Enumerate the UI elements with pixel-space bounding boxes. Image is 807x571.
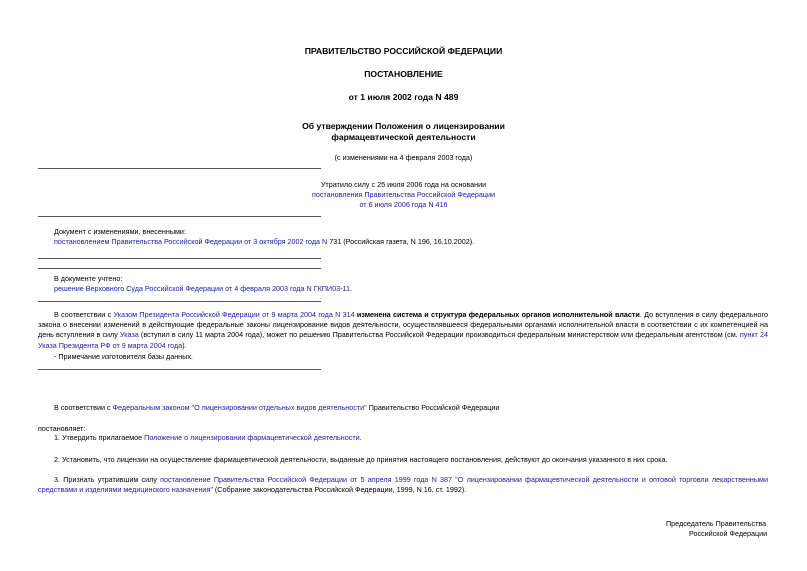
- decree-link[interactable]: Указа: [120, 330, 139, 340]
- item-3-source: (Собрание законодательства Российской Федерации, 1999, N 16, ст. 1992).: [212, 485, 467, 495]
- item-1-end: .: [359, 433, 362, 442]
- decree-item-24-link[interactable]: пункт 24 Указа Президента РФ от 9 марта 2004 года: [38, 330, 768, 350]
- considered-entry: [54, 284, 352, 294]
- item-2: 2. Установить, что лицензии на осуществление фармацевтической деятельности, выданные до принятия настоящего постановления, действуют до окончания указанного в них срока.: [54, 455, 668, 464]
- signature-organization: Российской Федерации: [689, 529, 768, 538]
- divider: [38, 168, 321, 169]
- divider: [38, 301, 321, 302]
- considered-link[interactable]: решение Верховного Суда Российской Федерации от 4 февраля 2003 года N ГКПИ03-11: [54, 284, 350, 293]
- amendments-source: 731 (Российская газета, N 196, 16.10.2002).: [327, 237, 475, 246]
- document-title-line1: Об утверждении Положения о лицензировании: [302, 121, 505, 131]
- amendments-link[interactable]: постановлением Правительства Российской Федерации от 3 октября 2002 года N: [54, 237, 328, 246]
- divider: [38, 216, 321, 217]
- divider: [38, 369, 321, 370]
- decree-314-link[interactable]: Указом Президента Российской Федерации от 9 марта 2004 года N 314: [113, 310, 355, 319]
- government-heading: ПРАВИТЕЛЬСТВО РОССИЙСКОЙ ФЕДЕРАЦИИ: [304, 46, 503, 56]
- document-date: от 1 июля 2002 года N 489: [348, 92, 459, 102]
- lost-force-link-date[interactable]: от 6 июля 2006 года N 416: [359, 200, 448, 209]
- changes-note: (с изменениями на 4 февраля 2003 года): [334, 153, 473, 162]
- item-3-text: 3. Признать утратившим силу: [54, 475, 161, 484]
- note-text: В соответствии с: [54, 310, 114, 319]
- resolution-387-link[interactable]: постановление Правительства Российской Федерации от 5 апреля 1999 года N 387 "О лицензировании фармацевтической деятельности и оптовой торговли лекарственными средствами и изделиями медицинского назначения": [38, 475, 768, 495]
- item-3: [38, 475, 768, 495]
- note-text: ).: [182, 340, 187, 350]
- decree-word: постановляет:: [38, 424, 86, 433]
- divider: [38, 268, 321, 269]
- federal-law-link[interactable]: Федеральным законом "О лицензировании отдельных видов деятельности": [112, 403, 367, 412]
- database-note-footer: - Примечание изготовителя базы данных.: [54, 352, 193, 361]
- item-1-text: 1. Утвердить прилагаемое: [54, 433, 145, 442]
- lost-force-line: Утратило силу с 25 июля 2006 года на основании: [320, 180, 487, 189]
- item-1: [54, 433, 362, 443]
- note-text: (вступил в силу 11 марта 2004 года), может по решению Правительства Российской Федерации производиться федеральным министерством или федеральным агентством (см.: [138, 330, 740, 340]
- intro-text: Правительство Российской Федерации: [366, 403, 500, 412]
- document-type: ПОСТАНОВЛЕНИЕ: [364, 69, 443, 79]
- database-note: [38, 310, 768, 351]
- note-text: . До вступления в силу федерального закона о внесении изменений в действующие федеральные законы лицензирование видов деятельности, осуществлявшееся федеральными органами исполнительной власти в соответствии с их компетенцией на день вступления в силу: [38, 310, 768, 340]
- regulation-link[interactable]: Положение о лицензировании фармацевтической деятельности: [144, 433, 360, 442]
- document-title-line2: фармацевтической деятельности: [331, 132, 476, 142]
- note-bold-text: изменена система и структура федеральных органов исполнительной власти: [354, 310, 640, 319]
- amendments-entry: [54, 237, 474, 247]
- considered-label: В документе учтено:: [54, 274, 123, 283]
- lost-force-link[interactable]: постановления Правительства Российской Федерации: [311, 190, 496, 199]
- divider: [38, 258, 321, 259]
- amendments-label: Документ с изменениями, внесенными:: [54, 227, 186, 236]
- intro-text: В соответствии с: [54, 403, 113, 412]
- signature-title: Председатель Правительства: [666, 519, 767, 528]
- intro-paragraph: [54, 403, 499, 413]
- considered-end: .: [349, 284, 352, 293]
